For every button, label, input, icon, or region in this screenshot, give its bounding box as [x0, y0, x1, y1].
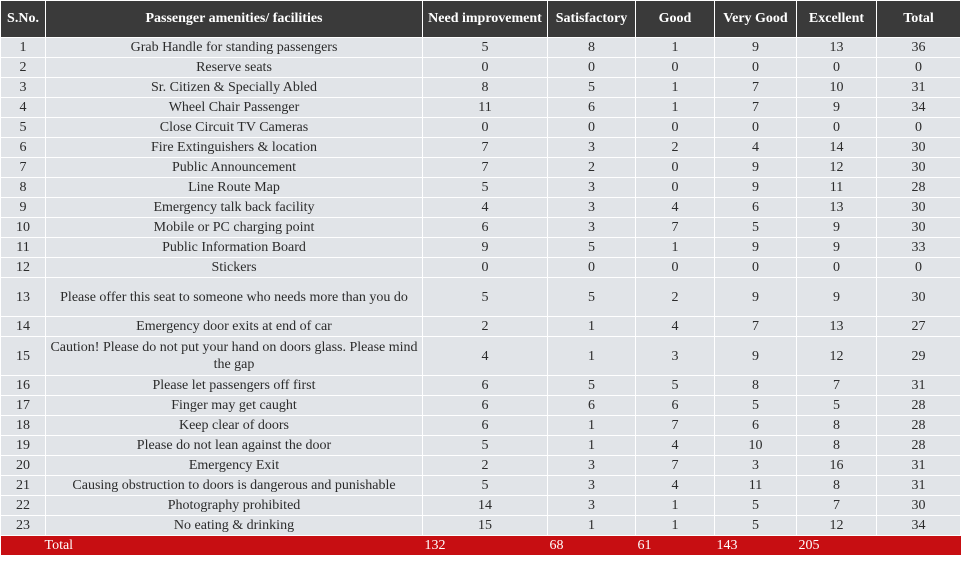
cell-very-good: 7 — [715, 317, 797, 337]
cell-very-good: 10 — [715, 436, 797, 456]
table-row — [1, 178, 961, 198]
cell-amenity: Caution! Please do not put your hand on doors glass. Please mind the gap — [46, 337, 423, 376]
cell-sno: 23 — [1, 516, 46, 536]
cell-satisfactory: 1 — [548, 416, 636, 436]
cell-total: 28 — [877, 396, 961, 416]
cell-very-good: 5 — [715, 496, 797, 516]
cell-good: 0 — [636, 258, 715, 278]
cell-sno: 10 — [1, 218, 46, 238]
cell-amenity: Stickers — [46, 258, 423, 278]
total-row — [1, 536, 961, 556]
cell-amenity: Please offer this seat to someone who needs more than you do — [46, 278, 423, 317]
cell-amenity: Emergency door exits at end of car — [46, 317, 423, 337]
cell-amenity: Keep clear of doors — [46, 416, 423, 436]
table-row — [1, 516, 961, 536]
cell-amenity: Fire Extinguishers & location — [46, 138, 423, 158]
header-total: Total — [877, 1, 961, 38]
header-satisfactory: Satisfactory — [548, 1, 636, 38]
cell-good: 7 — [636, 456, 715, 476]
cell-satisfactory: 5 — [548, 376, 636, 396]
header-very-good: Very Good — [715, 1, 797, 38]
cell-sno: 1 — [1, 38, 46, 58]
cell-satisfactory: 3 — [548, 138, 636, 158]
cell-very-good: 5 — [715, 218, 797, 238]
table-row — [1, 476, 961, 496]
cell-very-good: 0 — [715, 118, 797, 138]
cell-satisfactory: 2 — [548, 158, 636, 178]
cell-very-good: 9 — [715, 278, 797, 317]
table-row — [1, 158, 961, 178]
cell-satisfactory: 5 — [548, 278, 636, 317]
cell-amenity: Reserve seats — [46, 58, 423, 78]
cell-very-good: 9 — [715, 337, 797, 376]
cell-need-improvement: 11 — [423, 98, 548, 118]
table-row — [1, 238, 961, 258]
cell-excellent: 9 — [797, 98, 877, 118]
table-row — [1, 278, 961, 317]
cell-need-improvement: 8 — [423, 78, 548, 98]
cell-amenity: Causing obstruction to doors is dangerous and punishable — [46, 476, 423, 496]
cell-excellent: 0 — [797, 118, 877, 138]
cell-good: 5 — [636, 376, 715, 396]
cell-good: 1 — [636, 78, 715, 98]
cell-sno: 6 — [1, 138, 46, 158]
cell-need-improvement: 5 — [423, 38, 548, 58]
cell-excellent: 13 — [797, 317, 877, 337]
cell-excellent: 0 — [797, 58, 877, 78]
cell-total: 31 — [877, 376, 961, 396]
cell-sno: 4 — [1, 98, 46, 118]
cell-excellent: 8 — [797, 436, 877, 456]
cell-sno: 16 — [1, 376, 46, 396]
cell-sno: 9 — [1, 198, 46, 218]
cell-good: 1 — [636, 98, 715, 118]
cell-sno: 2 — [1, 58, 46, 78]
cell-very-good: 4 — [715, 138, 797, 158]
cell-excellent: 16 — [797, 456, 877, 476]
cell-good: 1 — [636, 38, 715, 58]
header-row — [1, 1, 961, 38]
table-row — [1, 416, 961, 436]
cell-very-good: 6 — [715, 198, 797, 218]
cell-sno: 20 — [1, 456, 46, 476]
cell-amenity: Sr. Citizen & Specially Abled — [46, 78, 423, 98]
cell-good: 1 — [636, 238, 715, 258]
cell-satisfactory: 1 — [548, 436, 636, 456]
total-label: Total — [1, 536, 423, 556]
cell-excellent: 12 — [797, 158, 877, 178]
cell-amenity: Photography prohibited — [46, 496, 423, 516]
cell-excellent: 13 — [797, 38, 877, 58]
total-good: 61 — [636, 536, 715, 556]
cell-need-improvement: 6 — [423, 416, 548, 436]
cell-excellent: 9 — [797, 278, 877, 317]
cell-very-good: 9 — [715, 178, 797, 198]
cell-need-improvement: 2 — [423, 456, 548, 476]
cell-excellent: 12 — [797, 337, 877, 376]
cell-sno: 19 — [1, 436, 46, 456]
cell-total: 30 — [877, 198, 961, 218]
cell-very-good: 9 — [715, 38, 797, 58]
cell-very-good: 0 — [715, 58, 797, 78]
header-sno: S.No. — [1, 1, 46, 38]
table-row — [1, 396, 961, 416]
cell-satisfactory: 6 — [548, 396, 636, 416]
cell-good: 4 — [636, 317, 715, 337]
cell-amenity: Please do not lean against the door — [46, 436, 423, 456]
cell-total: 29 — [877, 337, 961, 376]
cell-amenity: Mobile or PC charging point — [46, 218, 423, 238]
cell-very-good: 5 — [715, 516, 797, 536]
cell-good: 4 — [636, 476, 715, 496]
table-row — [1, 98, 961, 118]
cell-good: 1 — [636, 496, 715, 516]
cell-amenity: Line Route Map — [46, 178, 423, 198]
cell-excellent: 8 — [797, 416, 877, 436]
table-row — [1, 496, 961, 516]
cell-sno: 8 — [1, 178, 46, 198]
table-row — [1, 58, 961, 78]
cell-satisfactory: 3 — [548, 218, 636, 238]
cell-excellent: 13 — [797, 198, 877, 218]
cell-good: 1 — [636, 516, 715, 536]
table-row — [1, 118, 961, 138]
cell-total: 30 — [877, 138, 961, 158]
cell-sno: 7 — [1, 158, 46, 178]
table-row — [1, 337, 961, 376]
total-need-improvement: 132 — [423, 536, 548, 556]
cell-good: 0 — [636, 178, 715, 198]
cell-need-improvement: 6 — [423, 376, 548, 396]
cell-good: 7 — [636, 218, 715, 238]
cell-total: 30 — [877, 158, 961, 178]
table-row — [1, 436, 961, 456]
total-satisfactory: 68 — [548, 536, 636, 556]
cell-need-improvement: 5 — [423, 178, 548, 198]
cell-amenity: Public Information Board — [46, 238, 423, 258]
header-good: Good — [636, 1, 715, 38]
cell-very-good: 5 — [715, 396, 797, 416]
cell-satisfactory: 3 — [548, 456, 636, 476]
cell-excellent: 7 — [797, 376, 877, 396]
table-row — [1, 258, 961, 278]
cell-sno: 12 — [1, 258, 46, 278]
cell-need-improvement: 15 — [423, 516, 548, 536]
cell-very-good: 8 — [715, 376, 797, 396]
cell-total: 31 — [877, 456, 961, 476]
cell-total: 30 — [877, 218, 961, 238]
cell-sno: 18 — [1, 416, 46, 436]
cell-sno: 5 — [1, 118, 46, 138]
cell-amenity: Please let passengers off first — [46, 376, 423, 396]
header-amenity: Passenger amenities/ facilities — [46, 1, 423, 38]
cell-sno: 21 — [1, 476, 46, 496]
cell-need-improvement: 9 — [423, 238, 548, 258]
cell-very-good: 11 — [715, 476, 797, 496]
cell-need-improvement: 7 — [423, 138, 548, 158]
cell-total: 0 — [877, 58, 961, 78]
cell-satisfactory: 6 — [548, 98, 636, 118]
cell-satisfactory: 8 — [548, 38, 636, 58]
cell-satisfactory: 5 — [548, 238, 636, 258]
cell-very-good: 6 — [715, 416, 797, 436]
cell-total: 36 — [877, 38, 961, 58]
cell-satisfactory: 3 — [548, 476, 636, 496]
cell-satisfactory: 0 — [548, 258, 636, 278]
table-row — [1, 138, 961, 158]
total-very-good: 143 — [715, 536, 797, 556]
cell-need-improvement: 0 — [423, 118, 548, 138]
cell-good: 4 — [636, 436, 715, 456]
cell-good: 3 — [636, 337, 715, 376]
cell-excellent: 7 — [797, 496, 877, 516]
cell-total: 0 — [877, 118, 961, 138]
cell-total: 27 — [877, 317, 961, 337]
table-row — [1, 198, 961, 218]
header-need-improvement: Need improvement — [423, 1, 548, 38]
cell-excellent: 9 — [797, 218, 877, 238]
cell-need-improvement: 0 — [423, 258, 548, 278]
total-excellent: 205 — [797, 536, 877, 556]
cell-good: 2 — [636, 138, 715, 158]
cell-good: 0 — [636, 58, 715, 78]
cell-total: 31 — [877, 476, 961, 496]
cell-need-improvement: 14 — [423, 496, 548, 516]
cell-satisfactory: 1 — [548, 337, 636, 376]
table-row — [1, 456, 961, 476]
cell-total: 34 — [877, 98, 961, 118]
cell-total: 28 — [877, 416, 961, 436]
cell-very-good: 7 — [715, 78, 797, 98]
cell-excellent: 8 — [797, 476, 877, 496]
cell-very-good: 3 — [715, 456, 797, 476]
cell-need-improvement: 6 — [423, 218, 548, 238]
cell-total: 31 — [877, 78, 961, 98]
total-total — [877, 536, 961, 556]
cell-sno: 13 — [1, 278, 46, 317]
table-row — [1, 376, 961, 396]
table-row — [1, 218, 961, 238]
table-row — [1, 317, 961, 337]
cell-satisfactory: 3 — [548, 496, 636, 516]
cell-need-improvement: 5 — [423, 278, 548, 317]
cell-sno: 15 — [1, 337, 46, 376]
cell-excellent: 12 — [797, 516, 877, 536]
cell-amenity: Emergency talk back facility — [46, 198, 423, 218]
cell-amenity: Finger may get caught — [46, 396, 423, 416]
cell-good: 2 — [636, 278, 715, 317]
cell-excellent: 0 — [797, 258, 877, 278]
cell-sno: 3 — [1, 78, 46, 98]
cell-total: 30 — [877, 278, 961, 317]
cell-satisfactory: 0 — [548, 58, 636, 78]
cell-need-improvement: 5 — [423, 436, 548, 456]
cell-sno: 22 — [1, 496, 46, 516]
cell-need-improvement: 6 — [423, 396, 548, 416]
cell-amenity: Wheel Chair Passenger — [46, 98, 423, 118]
cell-total: 34 — [877, 516, 961, 536]
table-row — [1, 38, 961, 58]
cell-excellent: 11 — [797, 178, 877, 198]
cell-need-improvement: 4 — [423, 337, 548, 376]
cell-satisfactory: 1 — [548, 516, 636, 536]
cell-good: 7 — [636, 416, 715, 436]
cell-amenity: Public Announcement — [46, 158, 423, 178]
cell-excellent: 5 — [797, 396, 877, 416]
cell-need-improvement: 5 — [423, 476, 548, 496]
cell-need-improvement: 7 — [423, 158, 548, 178]
cell-very-good: 7 — [715, 98, 797, 118]
cell-excellent: 9 — [797, 238, 877, 258]
cell-total: 0 — [877, 258, 961, 278]
cell-amenity: Close Circuit TV Cameras — [46, 118, 423, 138]
header-excellent: Excellent — [797, 1, 877, 38]
cell-total: 28 — [877, 436, 961, 456]
cell-sno: 17 — [1, 396, 46, 416]
cell-amenity: Grab Handle for standing passengers — [46, 38, 423, 58]
cell-satisfactory: 3 — [548, 198, 636, 218]
cell-good: 0 — [636, 158, 715, 178]
cell-sno: 14 — [1, 317, 46, 337]
cell-excellent: 10 — [797, 78, 877, 98]
cell-total: 28 — [877, 178, 961, 198]
cell-amenity: Emergency Exit — [46, 456, 423, 476]
cell-good: 6 — [636, 396, 715, 416]
cell-satisfactory: 5 — [548, 78, 636, 98]
cell-good: 4 — [636, 198, 715, 218]
cell-need-improvement: 4 — [423, 198, 548, 218]
cell-satisfactory: 0 — [548, 118, 636, 138]
cell-satisfactory: 3 — [548, 178, 636, 198]
cell-amenity: No eating & drinking — [46, 516, 423, 536]
cell-need-improvement: 0 — [423, 58, 548, 78]
cell-sno: 11 — [1, 238, 46, 258]
cell-total: 30 — [877, 496, 961, 516]
cell-very-good: 0 — [715, 258, 797, 278]
cell-good: 0 — [636, 118, 715, 138]
cell-need-improvement: 2 — [423, 317, 548, 337]
cell-very-good: 9 — [715, 238, 797, 258]
cell-total: 33 — [877, 238, 961, 258]
cell-excellent: 14 — [797, 138, 877, 158]
cell-satisfactory: 1 — [548, 317, 636, 337]
cell-very-good: 9 — [715, 158, 797, 178]
table-row — [1, 78, 961, 98]
